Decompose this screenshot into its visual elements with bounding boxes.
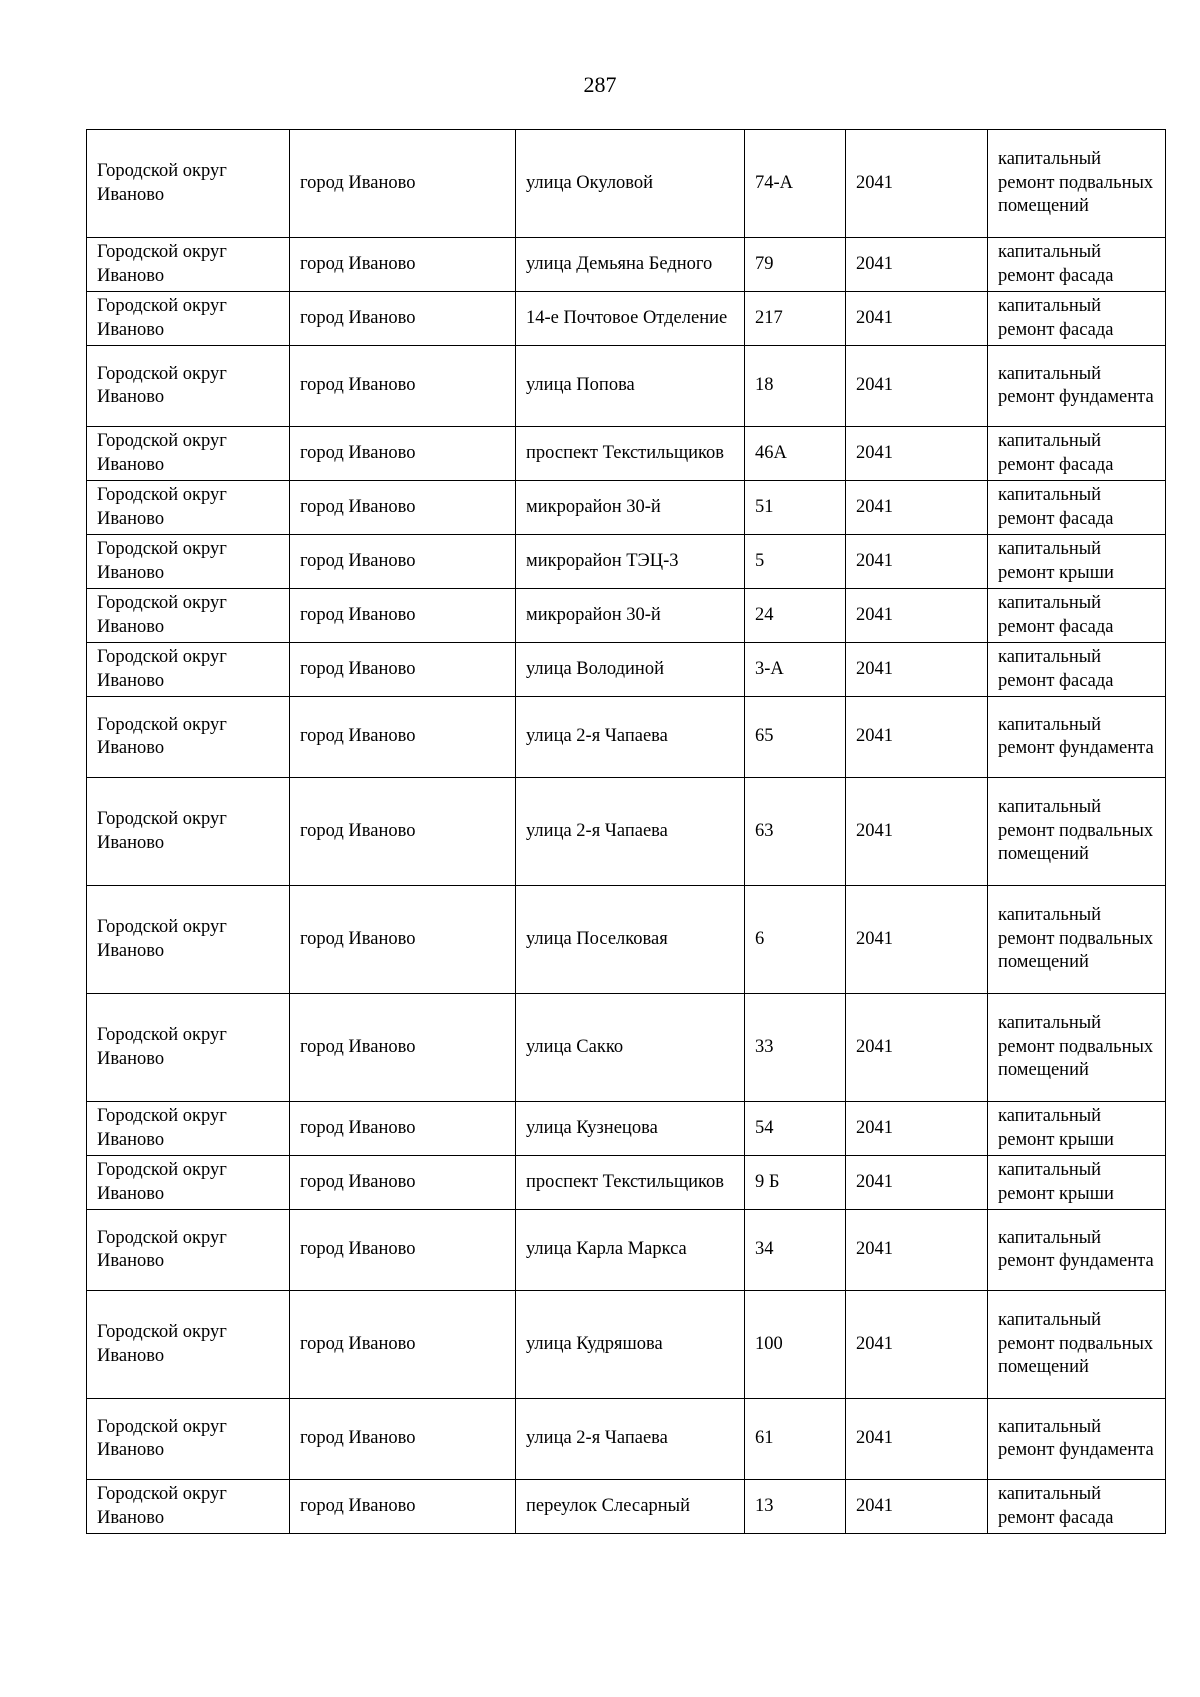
street-cell-text: улица Поселковая [526,928,668,949]
year-cell [846,238,988,292]
city-cell-text: город Иваново [300,1428,416,1449]
work-type-cell-text: капитальный ремонт фасада [998,296,1114,340]
street-cell-text: микрорайон 30-й [526,496,661,517]
work-type-cell [988,1102,1166,1156]
year-cell [846,292,988,346]
city-cell [290,886,516,994]
house-number-cell [745,427,846,481]
district-cell [87,589,290,643]
work-type-cell [988,346,1166,427]
district-cell-text: Городской округ Иваново [97,917,227,961]
district-cell-text: Городской округ Иваново [97,647,227,691]
city-cell-text: город Иваново [300,172,416,193]
street-cell [516,1399,745,1480]
year-cell [846,643,988,697]
street-cell [516,994,745,1102]
year-cell [846,778,988,886]
work-type-cell-text: капитальный ремонт фасада [998,485,1114,529]
year-cell-text: 2041 [856,1239,893,1260]
city-cell-text: город Иваново [300,604,416,625]
district-cell [87,1399,290,1480]
street-cell [516,778,745,886]
city-cell [290,1480,516,1534]
district-cell [87,994,290,1102]
street-cell [516,535,745,589]
year-cell-text: 2041 [856,307,893,328]
district-cell-text: Городской округ Иваново [97,161,227,205]
street-cell [516,346,745,427]
work-type-cell-text: капитальный ремонт подвальных помещений [998,1013,1154,1081]
district-cell-text: Городской округ Иваново [97,363,227,407]
city-cell-text: город Иваново [300,550,416,571]
house-number-cell [745,535,846,589]
street-cell-text: микрорайон 30-й [526,604,661,625]
year-cell [846,1210,988,1291]
work-type-cell [988,427,1166,481]
year-cell [846,1399,988,1480]
work-type-cell [988,994,1166,1102]
street-cell-text: улица 2-я Чапаева [526,820,668,841]
district-cell [87,427,290,481]
year-cell-text: 2041 [856,442,893,463]
city-cell [290,1210,516,1291]
table-row [87,697,1166,778]
year-cell-text: 2041 [856,1333,893,1354]
work-type-cell-text: капитальный ремонт фундамента [998,1416,1154,1460]
house-number-cell-text: 5 [755,550,765,571]
work-type-cell-text: капитальный ремонт фундамента [998,1227,1154,1271]
year-cell-text: 2041 [856,658,893,679]
street-cell-text: улица Кузнецова [526,1117,658,1138]
house-number-cell [745,238,846,292]
year-cell-text: 2041 [856,375,893,396]
district-cell-text: Городской округ Иваново [97,1025,227,1069]
year-cell [846,589,988,643]
work-type-cell-text: капитальный ремонт подвальных помещений [998,905,1154,973]
table-row [87,1480,1166,1534]
house-number-cell-text: 18 [755,375,774,396]
table-row [87,238,1166,292]
house-number-cell [745,697,846,778]
city-cell [290,1291,516,1399]
house-number-cell [745,886,846,994]
city-cell [290,292,516,346]
year-cell-text: 2041 [856,253,893,274]
work-type-cell-text: капитальный ремонт подвальных помещений [998,149,1154,217]
work-type-cell [988,535,1166,589]
repair-schedule-table [86,129,1166,1534]
district-cell-text: Городской округ Иваново [97,1160,227,1204]
house-number-cell-text: 61 [755,1428,774,1449]
street-cell-text: микрорайон ТЭЦ-3 [526,550,679,571]
house-number-cell-text: 100 [755,1333,783,1354]
work-type-cell-text: капитальный ремонт фасада [998,242,1114,286]
city-cell-text: город Иваново [300,1239,416,1260]
city-cell-text: город Иваново [300,1171,416,1192]
house-number-cell [745,130,846,238]
city-cell [290,778,516,886]
street-cell [516,1156,745,1210]
city-cell [290,1102,516,1156]
city-cell [290,535,516,589]
street-cell [516,1480,745,1534]
district-cell-text: Городской округ Иваново [97,593,227,637]
house-number-cell [745,346,846,427]
year-cell-text: 2041 [856,172,893,193]
house-number-cell-text: 24 [755,604,774,625]
year-cell-text: 2041 [856,604,893,625]
city-cell-text: город Иваново [300,1117,416,1138]
district-cell [87,535,290,589]
house-number-cell-text: 13 [755,1495,774,1516]
street-cell-text: 14-е Почтовое Отделение [526,307,728,328]
house-number-cell [745,994,846,1102]
house-number-cell-text: 74-А [755,172,794,193]
table-row [87,346,1166,427]
table-row [87,1210,1166,1291]
city-cell-text: город Иваново [300,1495,416,1516]
year-cell-text: 2041 [856,1495,893,1516]
street-cell-text: улица Демьяна Бедного [526,253,713,274]
work-type-cell [988,1156,1166,1210]
house-number-cell-text: 34 [755,1239,774,1260]
house-number-cell [745,589,846,643]
work-type-cell [988,589,1166,643]
house-number-cell-text: 63 [755,820,774,841]
work-type-cell [988,643,1166,697]
city-cell-text: город Иваново [300,1333,416,1354]
district-cell-text: Городской округ Иваново [97,1484,227,1528]
table-row [87,535,1166,589]
district-cell-text: Городской округ Иваново [97,714,227,758]
district-cell [87,778,290,886]
district-cell [87,1156,290,1210]
year-cell [846,481,988,535]
city-cell-text: город Иваново [300,658,416,679]
house-number-cell-text: 54 [755,1117,774,1138]
district-cell-text: Городской округ Иваново [97,1106,227,1150]
work-type-cell [988,1210,1166,1291]
year-cell [846,1156,988,1210]
district-cell-text: Городской округ Иваново [97,296,227,340]
city-cell-text: город Иваново [300,307,416,328]
work-type-cell [988,1291,1166,1399]
city-cell [290,238,516,292]
city-cell-text: город Иваново [300,820,416,841]
page-number: 287 [583,72,617,97]
house-number-cell [745,1480,846,1534]
house-number-cell-text: 6 [755,928,765,949]
work-type-cell-text: капитальный ремонт крыши [998,1106,1114,1150]
street-cell-text: улица 2-я Чапаева [526,726,668,747]
house-number-cell-text: 65 [755,726,774,747]
street-cell-text: улица Попова [526,375,635,396]
year-cell-text: 2041 [856,928,893,949]
house-number-cell-text: 9 Б [755,1171,780,1192]
table-row [87,292,1166,346]
house-number-cell-text: 79 [755,253,774,274]
year-cell [846,994,988,1102]
work-type-cell-text: капитальный ремонт фасада [998,647,1114,691]
work-type-cell-text: капитальный ремонт крыши [998,539,1114,583]
district-cell [87,697,290,778]
street-cell-text: улица Сакко [526,1036,624,1057]
street-cell-text: переулок Слесарный [526,1495,691,1516]
district-cell-text: Городской округ Иваново [97,1322,227,1366]
table-row [87,778,1166,886]
work-type-cell [988,886,1166,994]
house-number-cell [745,778,846,886]
work-type-cell-text: капитальный ремонт фасада [998,593,1114,637]
city-cell [290,697,516,778]
year-cell-text: 2041 [856,496,893,517]
table-row [87,643,1166,697]
house-number-cell [745,643,846,697]
city-cell [290,1399,516,1480]
table-row [87,1156,1166,1210]
table-row [87,427,1166,481]
work-type-cell-text: капитальный ремонт фундамента [998,363,1154,407]
year-cell-text: 2041 [856,1171,893,1192]
street-cell-text: улица Володиной [526,658,664,679]
street-cell [516,238,745,292]
street-cell-text: проспект Текстильщиков [526,442,725,463]
district-cell-text: Городской округ Иваново [97,539,227,583]
work-type-cell [988,1399,1166,1480]
district-cell-text: Городской округ Иваново [97,485,227,529]
year-cell [846,130,988,238]
street-cell [516,1291,745,1399]
city-cell [290,346,516,427]
city-cell [290,1156,516,1210]
district-cell [87,292,290,346]
work-type-cell-text: капитальный ремонт крыши [998,1160,1114,1204]
street-cell [516,292,745,346]
city-cell-text: город Иваново [300,1036,416,1057]
district-cell [87,238,290,292]
work-type-cell [988,1480,1166,1534]
year-cell-text: 2041 [856,726,893,747]
district-cell-text: Городской округ Иваново [97,809,227,853]
year-cell [846,535,988,589]
table-row [87,130,1166,238]
year-cell-text: 2041 [856,820,893,841]
house-number-cell-text: 46А [755,442,787,463]
year-cell-text: 2041 [856,1117,893,1138]
work-type-cell [988,292,1166,346]
city-cell-text: город Иваново [300,442,416,463]
district-cell [87,1291,290,1399]
district-cell [87,1480,290,1534]
city-cell [290,643,516,697]
work-type-cell [988,130,1166,238]
work-type-cell-text: капитальный ремонт фундамента [998,714,1154,758]
city-cell-text: город Иваново [300,496,416,517]
year-cell-text: 2041 [856,550,893,571]
district-cell [87,346,290,427]
work-type-cell [988,238,1166,292]
work-type-cell-text: капитальный ремонт фасада [998,431,1114,475]
street-cell-text: проспект Текстильщиков [526,1171,725,1192]
year-cell [846,346,988,427]
street-cell-text: улица Окуловой [526,172,654,193]
work-type-cell-text: капитальный ремонт фасада [998,1484,1114,1528]
table-row [87,1291,1166,1399]
city-cell-text: город Иваново [300,928,416,949]
street-cell [516,1102,745,1156]
work-type-cell-text: капитальный ремонт подвальных помещений [998,1310,1154,1378]
district-cell [87,130,290,238]
street-cell-text: улица Кудряшова [526,1333,663,1354]
street-cell [516,886,745,994]
street-cell [516,697,745,778]
district-cell-text: Городской округ Иваново [97,1227,227,1271]
year-cell-text: 2041 [856,1428,893,1449]
house-number-cell [745,1156,846,1210]
city-cell [290,994,516,1102]
table-body [87,130,1166,1534]
table-row [87,589,1166,643]
district-cell [87,481,290,535]
year-cell [846,1291,988,1399]
city-cell-text: город Иваново [300,253,416,274]
street-cell-text: улица 2-я Чапаева [526,1428,668,1449]
street-cell [516,1210,745,1291]
district-cell [87,886,290,994]
city-cell [290,589,516,643]
street-cell [516,643,745,697]
district-cell [87,643,290,697]
year-cell-text: 2041 [856,1036,893,1057]
street-cell-text: улица Карла Маркса [526,1239,687,1260]
table-row [87,1399,1166,1480]
street-cell [516,427,745,481]
year-cell [846,886,988,994]
house-number-cell-text: 217 [755,307,783,328]
table-row [87,886,1166,994]
year-cell [846,1480,988,1534]
table-row [87,1102,1166,1156]
table-row [87,481,1166,535]
district-cell [87,1102,290,1156]
house-number-cell-text: 33 [755,1036,774,1057]
city-cell-text: город Иваново [300,375,416,396]
city-cell [290,130,516,238]
year-cell [846,697,988,778]
city-cell-text: город Иваново [300,726,416,747]
house-number-cell [745,292,846,346]
house-number-cell [745,1399,846,1480]
house-number-cell [745,1102,846,1156]
district-cell-text: Городской округ Иваново [97,431,227,475]
city-cell [290,481,516,535]
work-type-cell-text: капитальный ремонт подвальных помещений [998,797,1154,865]
street-cell [516,481,745,535]
district-cell [87,1210,290,1291]
year-cell [846,1102,988,1156]
street-cell [516,130,745,238]
city-cell [290,427,516,481]
house-number-cell-text: 3-А [755,658,784,679]
house-number-cell [745,1291,846,1399]
house-number-cell-text: 51 [755,496,774,517]
table-row [87,994,1166,1102]
district-cell-text: Городской округ Иваново [97,1416,227,1460]
house-number-cell [745,1210,846,1291]
work-type-cell [988,778,1166,886]
house-number-cell [745,481,846,535]
year-cell [846,427,988,481]
work-type-cell [988,481,1166,535]
street-cell [516,589,745,643]
work-type-cell [988,697,1166,778]
district-cell-text: Городской округ Иваново [97,242,227,286]
